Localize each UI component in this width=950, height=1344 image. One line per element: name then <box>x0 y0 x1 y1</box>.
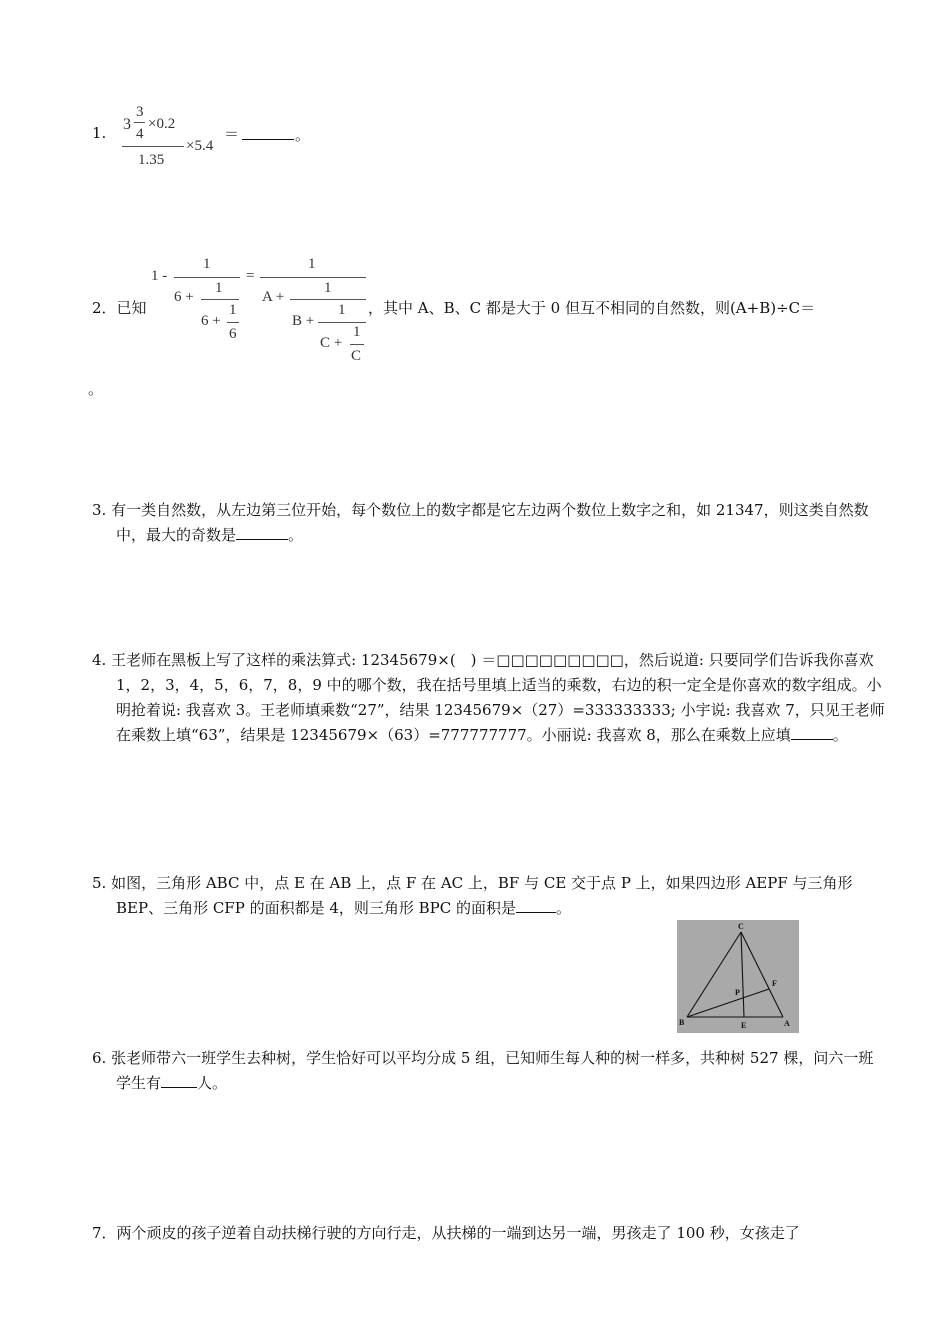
q1-answer-blank <box>242 124 294 140</box>
q6-end: 人。 <box>197 1074 228 1092</box>
triangle-figure <box>677 920 799 1033</box>
q1-equals: ＝ <box>224 125 240 143</box>
label-b: B <box>679 1018 685 1027</box>
q2-r-bar-c <box>318 322 366 323</box>
q2-r-one-b: 1 <box>324 280 332 296</box>
q7-text: 7．两个顽皮的孩子逆着自动扶梯行驶的方向行走，从扶梯的一端到达另一端，男孩走了 100 秒，女孩走了 <box>92 1224 800 1242</box>
label-c: C <box>738 922 744 931</box>
q2-r-bar-b <box>290 299 366 300</box>
q2-equals: = <box>246 268 255 284</box>
q1-times-a: ×0.2 <box>148 116 176 132</box>
q2-r-bar-a <box>260 277 366 278</box>
q4-answer-blank <box>791 724 833 740</box>
triangle-diagram <box>677 920 799 1033</box>
q2-l-six-plus-b: 6 + <box>201 313 221 329</box>
question-4 <box>92 648 886 748</box>
q2-l-six-plus-a: 6 + <box>174 289 194 305</box>
q2-r-b-plus: B + <box>292 313 315 329</box>
q1-end: 。 <box>295 126 311 144</box>
q2-l-bar-b <box>201 299 239 300</box>
q2-l-six: 6 <box>229 326 237 342</box>
q2-l-one-b: 1 <box>215 280 223 296</box>
q2-l-bar-a <box>174 277 240 278</box>
q1-whole: 3 <box>123 116 131 133</box>
edge-ca <box>741 932 783 1017</box>
q6-answer-blank <box>161 1072 197 1088</box>
q2-r-one-a: 1 <box>308 256 316 272</box>
q4-end: 。 <box>832 726 848 744</box>
q2-text: ，其中 A、B、C 都是大于 0 但互不相同的自然数，则(A+B)÷C＝ <box>368 299 816 317</box>
q1-number: 1. <box>92 124 107 142</box>
label-f: F <box>772 979 777 988</box>
q2-r-a-plus: A + <box>262 289 285 305</box>
q2-r-c: C <box>351 348 362 364</box>
q1-frac-numerator: 3 <box>136 104 144 120</box>
q1-frac-denominator: 4 <box>136 126 144 142</box>
q1-times-b: ×5.4 <box>186 138 214 154</box>
q5-answer-blank <box>516 897 556 913</box>
q1-small-fraction-bar <box>134 122 145 123</box>
q2-l-one-c: 1 <box>229 302 237 318</box>
label-e: E <box>741 1021 747 1030</box>
segment-bf <box>687 989 769 1017</box>
q4-text: 4. 王老师在黑板上写了这样的乘法算式: 12345679×( ) ＝□□□□□□□□□，然后说道: 只要同学们告诉我你喜欢 1，2，3，4，5，6，7，8，9 中的哪个数，我在括号里填上适当的乘数，右边的积一定全是你喜欢的数字组成。小明抢着说: 我喜欢 3。王老师填乘数“27”，结果 12345679×（27）=333333333; 小宇说: 我喜欢 7，只见王老师在乘数上填“63”，结果是 12345679×（63）=777777777。小丽说: 我喜欢 8，那么在乘数上应填 <box>92 651 885 744</box>
q5-text: 5. 如图，三角形 ABC 中，点 E 在 AB 上，点 F 在 AC 上，BF 与 CE 交于点 P 上，如果四边形 AEPF 与三角形 BEP、三角形 CFP 的面积都是 4，则三角形 BPC 的面积是 <box>92 874 853 917</box>
q5-end: 。 <box>556 899 572 917</box>
q3-answer-blank <box>236 524 288 540</box>
q2-l-bar-c <box>227 322 239 323</box>
question-5 <box>92 871 886 921</box>
q2-r-one-c: 1 <box>338 302 346 318</box>
q3-end: 。 <box>288 526 304 544</box>
label-a: A <box>784 1019 790 1028</box>
q6-text: 6. 张老师带六一班学生去种树，学生恰好可以平均分成 5 组，已知师生每人种的树一样多，共种树 527 棵，问六一班学生有 <box>92 1049 874 1092</box>
q1-main-fraction-bar <box>122 146 184 147</box>
question-6 <box>92 1046 886 1096</box>
edge-cb <box>687 932 741 1017</box>
q2-l-one-a: 1 <box>203 256 211 272</box>
q2-r-bar-d <box>350 344 364 345</box>
segment-ce <box>741 932 744 1017</box>
question-7 <box>92 1221 862 1246</box>
q2-r-one-d: 1 <box>353 324 361 340</box>
q2-end: 。 <box>88 380 104 398</box>
q3-text: 3. 有一类自然数，从左边第三位开始，每个数位上的数字都是它左边两个数位上数字之和，如 21347，则这类自然数中，最大的奇数是 <box>92 501 869 544</box>
q2-one-minus: 1 - <box>151 268 168 284</box>
q1-denominator: 1.35 <box>138 152 165 168</box>
q2-number: 2．已知 <box>92 299 147 317</box>
question-3 <box>92 498 886 548</box>
q2-r-c-plus: C + <box>320 335 343 351</box>
label-p: P <box>735 988 740 997</box>
